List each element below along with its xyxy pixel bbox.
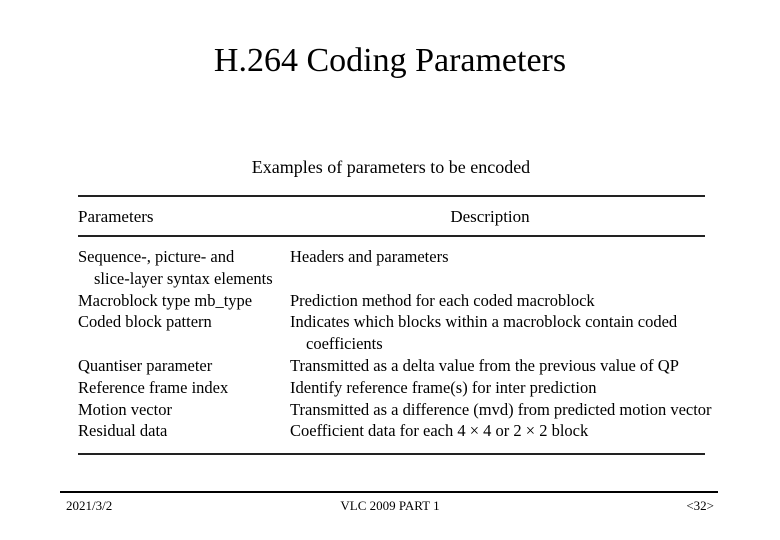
parameter-cell [78,420,290,442]
table-caption: Examples of parameters to be encoded [251,157,531,177]
description-text: Transmitted as a difference (mvd) from predicted motion vector [290,399,712,419]
parameter-text: Reference frame index [78,377,229,397]
footer-date: 2021/3/2 [66,498,113,513]
description-cell [290,290,705,312]
slide-title: H.264 Coding Parameters [213,42,567,79]
table-row [78,311,705,355]
description-text: coefficients [306,334,383,354]
table-row [78,246,705,290]
description-cell [290,399,712,421]
footer-divider [60,491,718,493]
parameter-text: Motion vector [78,399,172,419]
table-top-rule [78,195,705,197]
description-cell [290,355,705,377]
table-row [78,355,705,377]
parameter-cell [78,355,290,377]
description-text: Coefficient data for each 4 × 4 or 2 × 2 block [290,421,589,441]
parameter-text: Coded block pattern [78,312,212,332]
parameter-text: Macroblock type mb_type [78,290,253,310]
table-row [78,420,705,442]
page-number: <32> [686,498,714,513]
parameter-cell [78,377,290,399]
table-row [78,399,712,421]
footer-title: VLC 2009 PART 1 [340,498,440,513]
parameter-text: Residual data [78,421,168,441]
description-cell [290,246,705,290]
parameter-text: Sequence-, picture- and [78,247,235,266]
parameters-table [78,246,712,442]
table-row [78,290,705,312]
description-text: Prediction method for each coded macroblock [290,290,595,310]
table-bottom-rule [78,453,705,455]
parameter-cell [78,290,290,312]
parameter-text: slice-layer syntax elements [94,268,273,288]
description-text: Transmitted as a delta value from the previous value of QP [290,355,679,375]
description-cell [290,311,705,355]
description-cell [290,377,705,399]
description-text: Headers and parameters [290,247,449,266]
description-text: Indicates which blocks within a macroblock contain coded [290,312,678,332]
parameter-cell [78,311,290,355]
parameter-cell [78,246,290,290]
column-header-description: Description [450,207,530,226]
column-header-parameters: Parameters [78,207,154,226]
table-row [78,377,705,399]
parameter-text: Quantiser parameter [78,355,213,375]
description-cell [290,420,705,442]
description-text: Identify reference frame(s) for inter prediction [290,377,597,397]
table-header-rule [78,235,705,237]
parameter-cell [78,399,290,421]
